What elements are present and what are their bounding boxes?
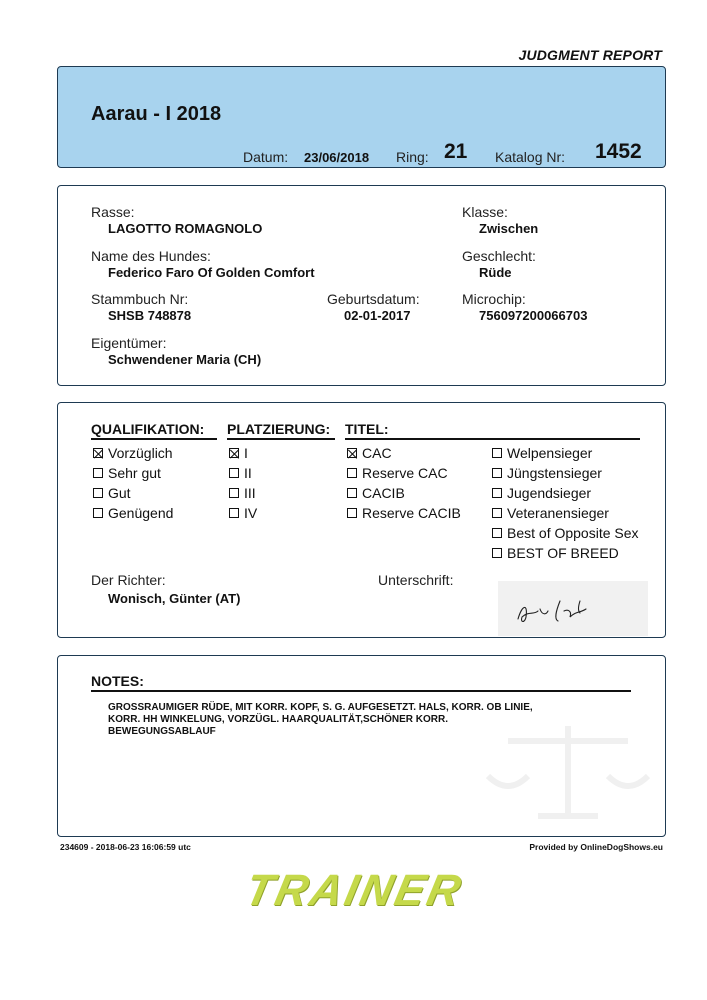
geschlecht-value: Rüde (479, 265, 512, 280)
checkbox[interactable] (347, 468, 357, 478)
option-label: Gut (108, 485, 131, 501)
platzierung-underline (227, 438, 335, 440)
trainer-logo: TRAINER (240, 866, 468, 915)
option-row (347, 485, 405, 501)
judgment-panel (57, 402, 666, 638)
checkbox[interactable] (229, 508, 239, 518)
checkbox[interactable] (492, 488, 502, 498)
option-label: CACIB (362, 485, 405, 501)
option-row (492, 445, 592, 461)
katalog-value: 1452 (595, 140, 642, 163)
event-header-panel (57, 66, 666, 168)
option-label: Reserve CACIB (362, 505, 461, 521)
ring-value: 21 (444, 140, 468, 163)
option-row (93, 485, 131, 501)
titel-header: TITEL: (345, 421, 389, 437)
geburtsdatum-label: Geburtsdatum: (327, 291, 420, 307)
checkbox[interactable] (492, 548, 502, 558)
platzierung-header: PLATZIERUNG: (227, 421, 331, 437)
notes-underline (91, 690, 631, 692)
rasse-label: Rasse: (91, 204, 135, 220)
option-row (492, 525, 639, 541)
microchip-value: 756097200066703 (479, 308, 588, 323)
checkbox[interactable] (93, 468, 103, 478)
option-label: Vorzüglich (108, 445, 173, 461)
option-label: IV (244, 505, 258, 521)
checkbox[interactable] (229, 488, 239, 498)
checkbox[interactable] (93, 488, 103, 498)
option-label: Jüngstensieger (507, 465, 602, 481)
klasse-value: Zwischen (479, 221, 539, 236)
checkbox[interactable] (492, 508, 502, 518)
checkbox[interactable] (229, 468, 239, 478)
footer-provider: Provided by OnlineDogShows.eu (529, 842, 663, 852)
notes-line: KORR. HH WINKELUNG, VORZÜGL. HAARQUALITÄT,SCHÖNER KORR. (108, 714, 448, 725)
klasse-label: Klasse: (462, 204, 508, 220)
option-row (229, 445, 248, 461)
checkbox[interactable] (93, 508, 103, 518)
checkbox[interactable] (492, 528, 502, 538)
eigentuemer-label: Eigentümer: (91, 335, 167, 351)
checkbox-checked[interactable] (347, 448, 357, 458)
footer-timestamp: 234609 - 2018-06-23 16:06:59 utc (60, 842, 191, 852)
dog-info-panel (57, 185, 666, 386)
signature-image (498, 581, 648, 636)
option-row (347, 465, 448, 481)
option-label: BEST OF BREED (507, 545, 619, 561)
scales-watermark-icon (478, 716, 658, 831)
titel-underline (345, 438, 640, 440)
option-label: Reserve CAC (362, 465, 448, 481)
notes-panel (57, 655, 666, 837)
geburtsdatum-value: 02-01-2017 (344, 308, 411, 323)
richter-label: Der Richter: (91, 572, 166, 588)
checkbox-checked[interactable] (229, 448, 239, 458)
qualifikation-underline (91, 438, 217, 440)
option-label: Jugendsieger (507, 485, 592, 501)
option-label: Best of Opposite Sex (507, 525, 639, 541)
event-title: Aarau - I 2018 (91, 103, 222, 125)
report-title: JUDGMENT REPORT (518, 47, 662, 63)
checkbox[interactable] (492, 448, 502, 458)
dog-name-value: Federico Faro Of Golden Comfort (108, 265, 315, 280)
option-label: CAC (362, 445, 392, 461)
option-row (347, 505, 461, 521)
option-label: Sehr gut (108, 465, 161, 481)
notes-line: BEWEGUNGSABLAUF (108, 726, 216, 737)
rasse-value: LAGOTTO ROMAGNOLO (108, 221, 263, 236)
option-row (229, 485, 256, 501)
option-label: I (244, 445, 248, 461)
katalog-label: Katalog Nr: (495, 149, 566, 165)
option-row (347, 445, 392, 461)
ring-label: Ring: (396, 149, 429, 165)
stammbuch-label: Stammbuch Nr: (91, 291, 189, 307)
option-row (93, 445, 173, 461)
checkbox[interactable] (347, 508, 357, 518)
geschlecht-label: Geschlecht: (462, 248, 536, 264)
option-row (93, 465, 161, 481)
richter-value: Wonisch, Günter (AT) (108, 591, 241, 606)
signature-area (498, 581, 648, 636)
qualifikation-header: QUALIFIKATION: (91, 421, 205, 437)
unterschrift-label: Unterschrift: (378, 572, 454, 588)
notes-header: NOTES: (91, 673, 144, 689)
option-row (229, 465, 252, 481)
option-row (93, 505, 173, 521)
eigentuemer-value: Schwendener Maria (CH) (108, 352, 262, 367)
notes-line: GROSSRAUMIGER RÜDE, MIT KORR. KOPF, S. G. AUFGESETZT. HALS, KORR. OB LINIE, (108, 702, 533, 713)
option-label: Veteranensieger (507, 505, 609, 521)
checkbox-checked[interactable] (93, 448, 103, 458)
checkbox[interactable] (492, 468, 502, 478)
option-row (229, 505, 257, 521)
option-label: III (244, 485, 256, 501)
datum-label: Datum: (243, 149, 289, 165)
stammbuch-value: SHSB 748878 (108, 308, 192, 323)
option-label: Welpensieger (507, 445, 593, 461)
option-row (492, 545, 619, 561)
option-label: Genügend (108, 505, 174, 521)
microchip-label: Microchip: (462, 291, 526, 307)
checkbox[interactable] (347, 488, 357, 498)
option-row (492, 485, 591, 501)
datum-value: 23/06/2018 (304, 150, 370, 165)
name-label: Name des Hundes: (91, 248, 211, 264)
option-row (492, 505, 609, 521)
option-label: II (244, 465, 252, 481)
option-row (492, 465, 602, 481)
